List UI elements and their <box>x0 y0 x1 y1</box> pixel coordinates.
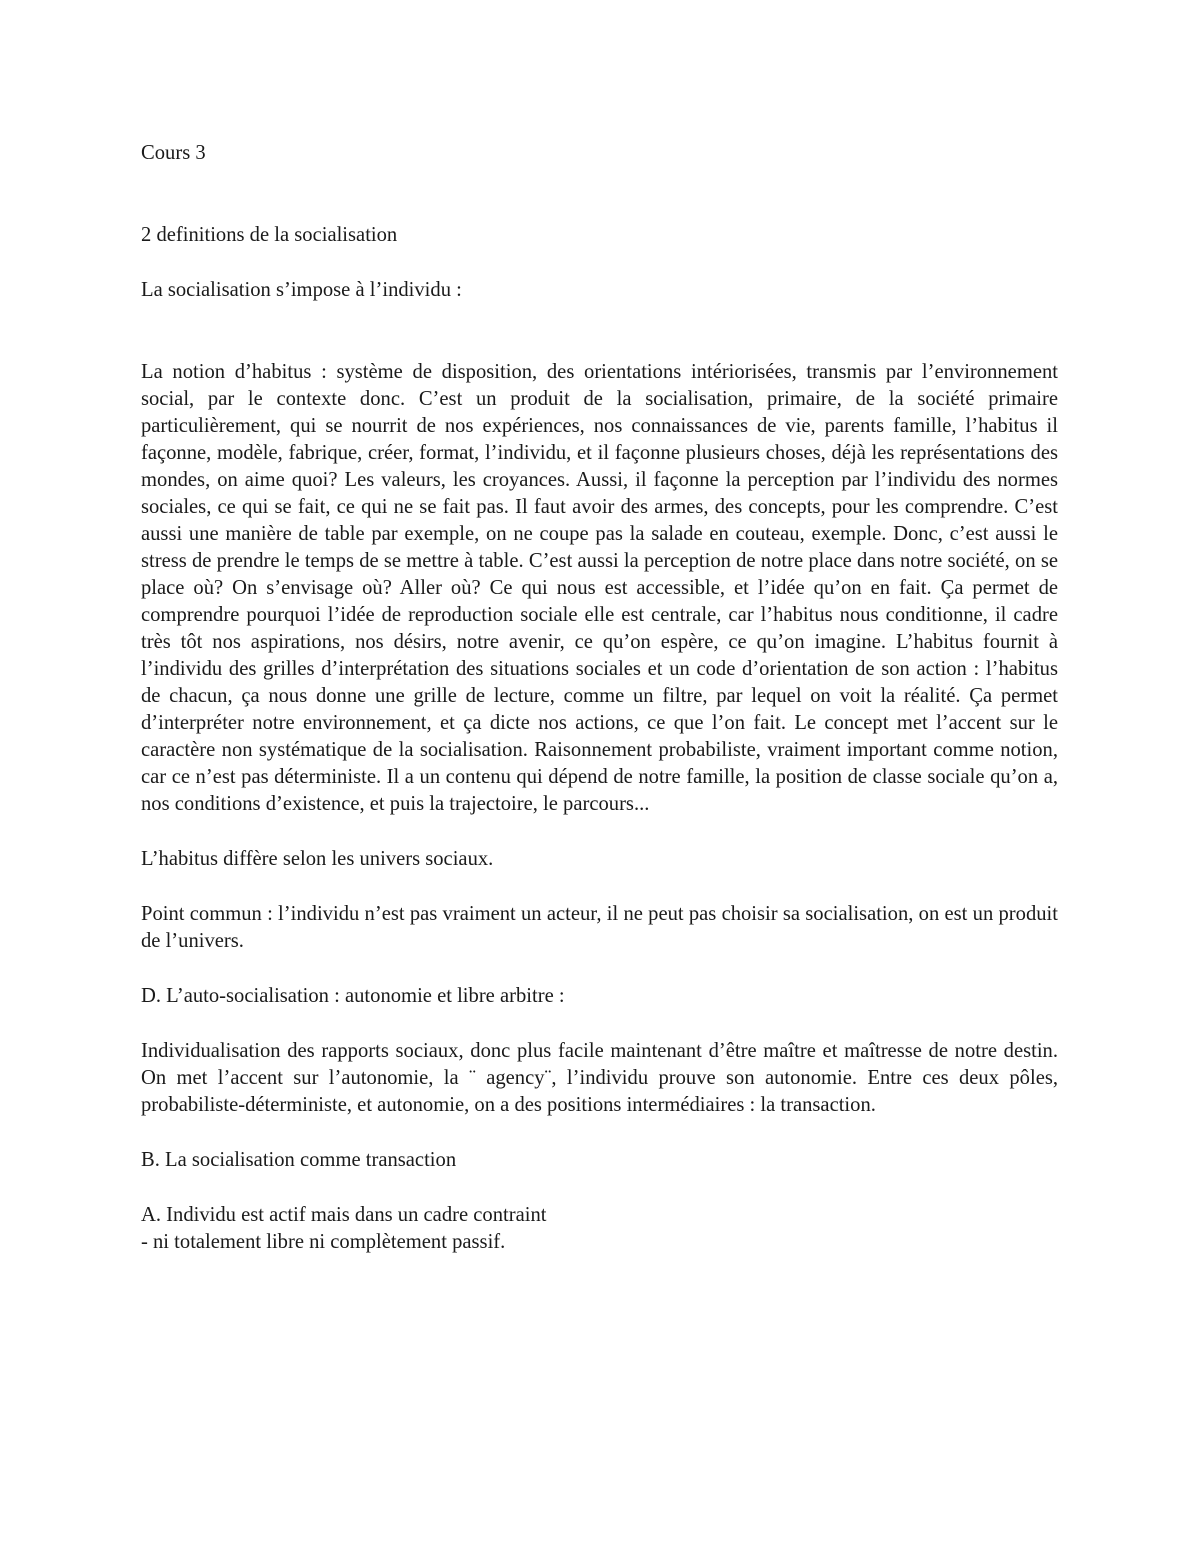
document-body <box>141 140 1058 1256</box>
section-a-line: A. Individu est actif mais dans un cadre contraint <box>141 1204 547 1226</box>
section-a-bullet: - ni totalement libre ni complètement passif. <box>141 1231 506 1253</box>
section-d-heading: D. L’auto-socialisation : autonomie et libre arbitre : <box>141 985 565 1007</box>
common-point-paragraph: Point commun : l’individu n’est pas vraiment un acteur, il ne peut pas choisir sa socialisation, on est un produit de l’univers. <box>141 903 1058 952</box>
habitus-differs-paragraph: L’habitus diffère selon les univers sociaux. <box>141 848 494 870</box>
section-heading: 2 definitions de la socialisation <box>141 224 398 246</box>
habitus-paragraph: La notion d’habitus : système de disposition, des orientations intériorisées, transmis par l’environnement social, par le contexte donc. C’est un produit de la socialisation, primaire, de la société primaire particulièrement, qui se nourrit de nos expériences, nos connaissances de vie, parents famille, l’habitus il façonne, modèle, fabrique, créer, format, l’individu, et il façonne plusieurs choses, déjà les représentations des mondes, on aime quoi? Les valeurs, les croyances. Aussi, il façonne la perception par l’individu des normes sociales, ce qui se fait, ce qui ne se fait pas. Il faut avoir des armes, des concepts, pour les comprendre. C’est aussi une manière de table par exemple, on ne coupe pas la salade en couteau, exemple. Donc, c’est aussi le stress de prendre le temps de se mettre à table. C’est aussi la perception de notre place dans notre société, on se place où? On s’envisage où? Aller où? Ce qui nous est accessible, et l’idée qu’on en fait. Ça permet de comprendre pourquoi l’idée de reproduction sociale elle est centrale, car l’habitus nous conditionne, il cadre très tôt nos aspirations, nos désirs, notre avenir, ce qu’on espère, ce qu’on imagine. L’habitus fournit à l’individu des grilles d’interprétation des situations sociales et un code d’orientation de son action : l’habitus de chacun, ça nous donne une grille de lecture, comme un filtre, par lequel on voit la réalité. Ça permet d’interpréter notre environnement, et ça dicte nos actions, ce que l’on fait. Le concept met l’accent sur le caractère non systématique de la socialisation. Raisonnement probabiliste, vraiment important comme notion, car ce n’est pas déterministe. Il a un contenu qui dépend de notre famille, la position de classe sociale qu’on a, nos conditions d’existence, et puis la trajectoire, le parcours... <box>141 361 1058 815</box>
course-title: Cours 3 <box>141 142 206 164</box>
section-b-heading: B. La socialisation comme transaction <box>141 1149 457 1171</box>
subheading: La socialisation s’impose à l’individu : <box>141 279 462 301</box>
individualisation-paragraph: Individualisation des rapports sociaux, donc plus facile maintenant d’être maître et maîtresse de notre destin. On met l’accent sur l’autonomie, la ¨ agency¨, l’individu prouve son autonomie. Entre ces deux pôles, probabiliste-déterministe, et autonomie, on a des positions intermédiaires : la transaction. <box>141 1040 1058 1116</box>
